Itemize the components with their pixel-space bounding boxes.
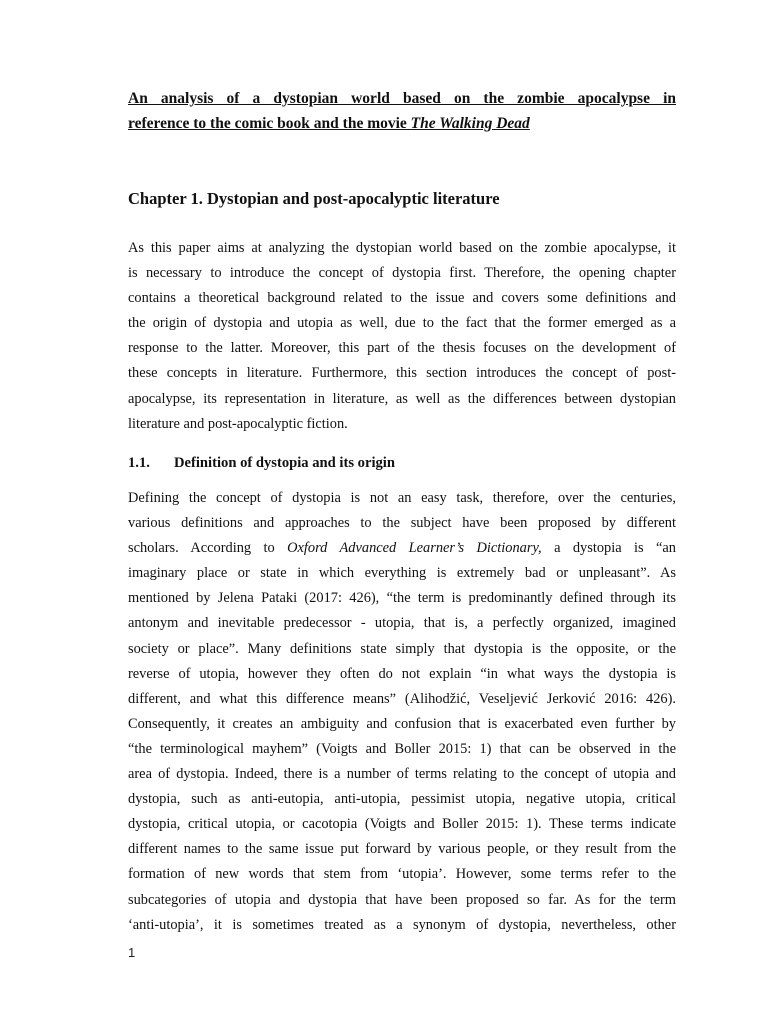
page-content [128,86,677,933]
page-number: 1 [128,945,136,960]
body-line: area of dystopia. Indeed, there is a number of terms relating to the concept of utopia and [128,766,676,783]
body-line: Consequently, it creates an ambiguity and confusion that is exacerbated even further by [128,715,676,732]
body-line: Defining the concept of dystopia is not an easy task, therefore, over the centuries, [128,490,676,506]
title-line-2-prefix: reference to the comic book and the movie [128,115,411,132]
section-heading [128,455,395,472]
title-line-1: An analysis of a dystopian world based on the zombie apocalypse in [128,90,676,107]
section-title: Definition of dystopia and its origin [174,455,395,471]
body-line: formation of new words that stem from ‘utopia’. However, some terms refer to the [128,866,676,883]
body-paragraph [128,486,676,938]
body-line: dystopia, critical utopia, or cacotopia (Voigts and Boller 2015: 1). These terms indicate [128,816,676,833]
body-line: various definitions and approaches to the subject have been proposed by different [128,515,676,532]
title-line-2-italic: The Walking Dead [410,115,530,132]
body-line: dystopia, such as anti-eutopia, anti-utopia, pessimist utopia, negative utopia, critical [128,791,676,808]
body-line: society or place”. Many definitions state simply that dystopia is the opposite, or the [128,640,676,657]
chapter-heading: Chapter 1. Dystopian and post-apocalyptic literature [128,189,500,208]
dictionary-title: Oxford Advanced Learner’s Dictionary, [287,540,542,557]
intro-line: contains a theoretical background related to the issue and covers some definitions and [128,290,676,307]
intro-line: literature and post-apocalyptic fiction. [128,415,348,432]
section-number: 1.1. [128,455,150,471]
body-line: mentioned by Jelena Pataki (2017: 426), “the term is predominantly defined through its [128,590,676,607]
body-line: reverse of utopia, however they often do not explain “in what ways the dystopia is [128,665,676,682]
body-line: imaginary place or state in which everything is extremely bad or unpleasant”. As [128,565,676,582]
body-line-3-prefix: scholars. According to [128,540,288,557]
body-line-3-suffix: a dystopia is “an [541,540,677,557]
body-line: “the terminological mayhem” (Voigts and Boller 2015: 1) that can be observed in the [128,740,676,757]
body-line: antonym and inevitable predecessor - utopia, that is, a perfectly organized, imagined [128,615,676,632]
intro-line: apocalypse, its representation in literature, as well as the differences between dystopian [128,390,676,407]
body-line-citation [128,536,676,561]
body-line: ‘anti-utopia’, it is sometimes treated as a synonym of dystopia, nevertheless, other [128,916,676,933]
intro-line: is necessary to introduce the concept of dystopia first. Therefore, the opening chapter [128,265,676,282]
body-line: subcategories of utopia and dystopia that have been proposed so far. As for the term [128,891,676,908]
document-title [128,86,676,136]
intro-line: As this paper aims at analyzing the dystopian world based on the zombie apocalypse, it [128,240,676,256]
intro-line: these concepts in literature. Furthermore, this section introduces the concept of post- [128,365,676,382]
intro-line: the origin of dystopia and utopia as well, due to the fact that the former emerged as a [128,315,676,332]
body-line: different names to the same issue put forward by various people, or they result from the [128,841,676,858]
intro-paragraph [128,236,676,437]
intro-line: response to the latter. Moreover, this part of the thesis focuses on the development of [128,340,676,357]
body-line: different, and what this difference means” (Alihodžić, Veseljević Jerković 2016: 426). [128,690,676,707]
